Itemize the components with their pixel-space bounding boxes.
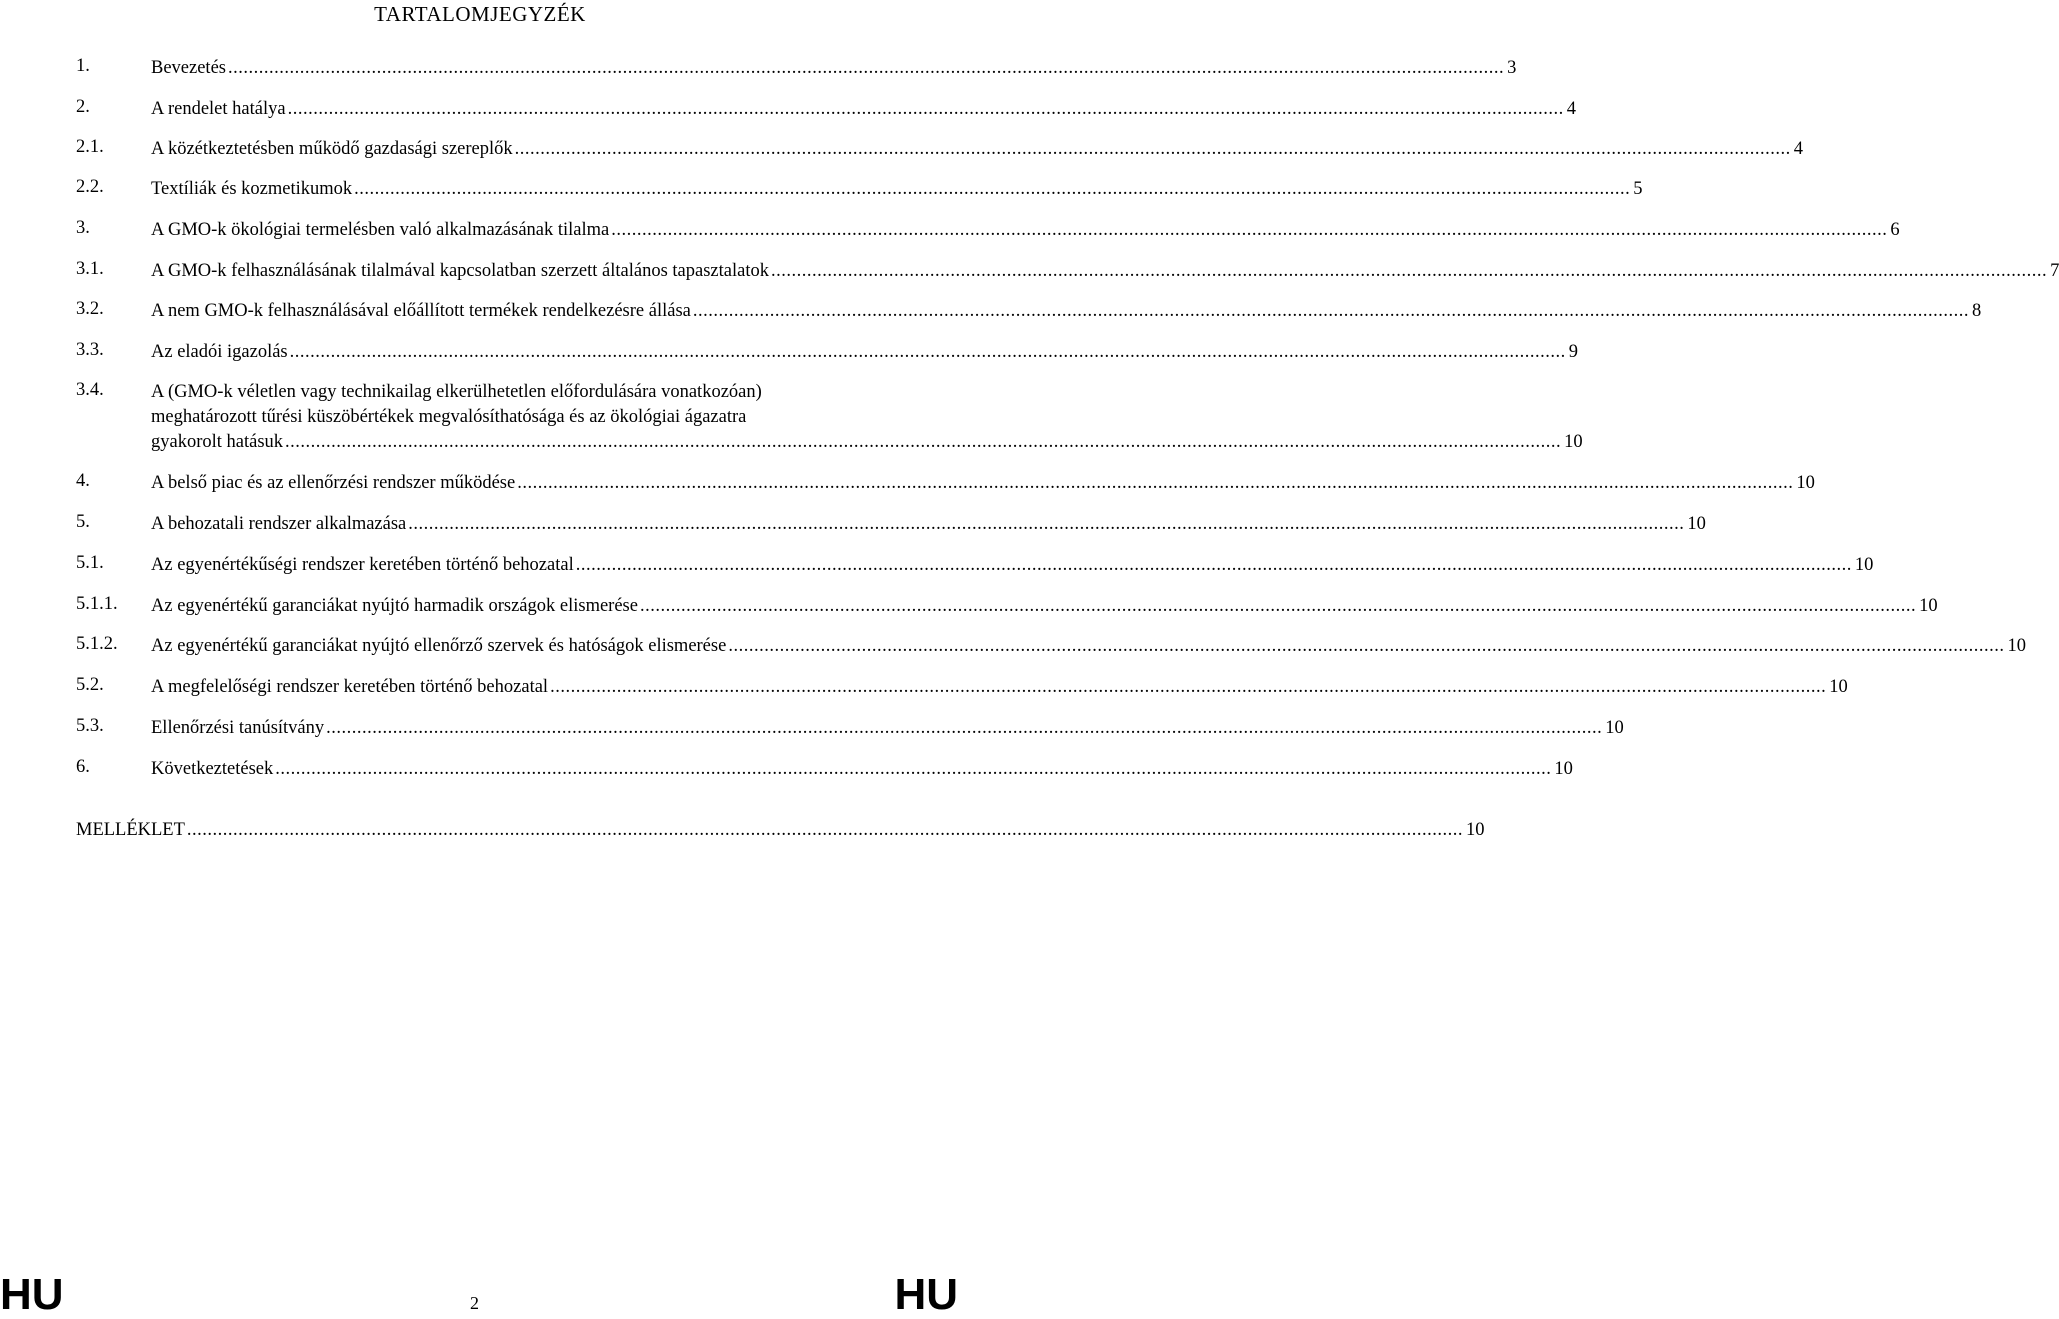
dot-leader: ......................................................................................................................................................................................................................................................... xyxy=(692,301,1969,321)
entry-number: 4. xyxy=(76,471,90,491)
entry-number: 2.2. xyxy=(76,177,104,197)
entry-title: A behozatali rendszer alkalmazása xyxy=(151,514,407,534)
dot-leader: ......................................................................................................................................................................................................................................................... xyxy=(514,139,1791,159)
entry-number: 5.1. xyxy=(76,553,104,573)
entry-page: 8 xyxy=(1972,301,1982,321)
dot-leader: ......................................................................................................................................................................................................................................................... xyxy=(639,596,1917,616)
entry-number: 3. xyxy=(76,218,90,238)
entry-title: gyakorolt hatásuk xyxy=(151,432,284,452)
dot-leader: ......................................................................................................................................................................................................................................................... xyxy=(228,58,1505,78)
footer-language-right: HU xyxy=(894,1270,958,1319)
dot-leader: ......................................................................................................................................................................................................................................................... xyxy=(550,677,1827,697)
entry-page: 10 xyxy=(1796,473,1815,493)
entry-title: Az egyenértékűségi rendszer keretében történő behozatal xyxy=(151,555,574,575)
dot-leader: ......................................................................................................................................................................................................................................................... xyxy=(408,514,1685,534)
entry-title: Bevezetés xyxy=(151,58,226,78)
dot-leader: ......................................................................................................................................................................................................................................................... xyxy=(289,342,1566,362)
annex-title: MELLÉKLET xyxy=(76,820,185,840)
dot-leader: ......................................................................................................................................................................................................................................................... xyxy=(728,636,2005,656)
entry-page: 4 xyxy=(1566,99,1576,119)
entry-number: 3.4. xyxy=(76,380,104,400)
entry-title: A közétkeztetésben működő gazdasági szereplők xyxy=(151,139,513,159)
entry-number: 3.1. xyxy=(76,259,104,279)
entry-page: 10 xyxy=(1564,432,1583,452)
entry-title: Következtetések xyxy=(151,759,274,779)
entry-title: A nem GMO-k felhasználásával előállított termékek rendelkezésre állása xyxy=(151,301,691,321)
entry-number: 5.3. xyxy=(76,716,104,736)
entry-title: Ellenőrzési tanúsítvány xyxy=(151,718,325,738)
toc-entry-annex[interactable] xyxy=(76,818,1485,843)
entry-page: 9 xyxy=(1568,342,1579,362)
dot-leader: ......................................................................................................................................................................................................................................................... xyxy=(354,179,1631,199)
entry-number: 5.1.1. xyxy=(76,594,118,614)
dot-leader: ......................................................................................................................................................................................................................................................... xyxy=(275,759,1552,779)
entry-title: Az egyenértékű garanciákat nyújtó harmadik országok elismerése xyxy=(151,596,638,616)
entry-title-line: meghatározott tűrési küszöbértékek megvalósíthatósága és az ökológiai ágazatra xyxy=(151,407,747,427)
entry-title: Textíliák és kozmetikumok xyxy=(151,179,353,199)
entry-page: 10 xyxy=(1829,677,1848,697)
entry-page: 10 xyxy=(1605,718,1624,738)
entry-title: A megfelelőségi rendszer keretében történő behozatal xyxy=(151,677,549,697)
dot-leader: ......................................................................................................................................................................................................................................................... xyxy=(186,820,1464,840)
entry-number: 3.3. xyxy=(76,340,104,360)
entry-number: 5.2. xyxy=(76,675,104,695)
entry-page: 10 xyxy=(1854,555,1874,575)
dot-leader: ......................................................................................................................................................................................................................................................... xyxy=(575,555,1852,575)
page-number: 2 xyxy=(470,1293,479,1313)
entry-page: 10 xyxy=(1687,514,1706,534)
entry-title: A rendelet hatálya xyxy=(151,99,286,119)
entry-number: 2.1. xyxy=(76,137,104,157)
toc-title: TARTALOMJEGYZÉK xyxy=(374,2,586,26)
entry-number: 2. xyxy=(76,97,90,117)
entry-number: 5.1.2. xyxy=(76,634,118,654)
entry-page: 10 xyxy=(1919,596,1938,616)
dot-leader: ......................................................................................................................................................................................................................................................... xyxy=(611,220,1888,240)
entry-title: A belső piac és az ellenőrzési rendszer működése xyxy=(151,473,516,493)
entry-page: 7 xyxy=(2050,261,2059,281)
entry-number: 5. xyxy=(76,512,90,532)
dot-leader: ......................................................................................................................................................................................................................................................... xyxy=(326,718,1603,738)
entry-title: A GMO-k felhasználásának tilalmával kapcsolatban szerzett általános tapasztalatok xyxy=(151,261,769,281)
entry-title-line: A (GMO-k véletlen vagy technikailag elkerülhetetlen előfordulására vonatkozóan) xyxy=(151,382,762,402)
entry-title: A GMO-k ökológiai termelésben való alkalmazásának tilalma xyxy=(151,220,610,240)
dot-leader: ......................................................................................................................................................................................................................................................... xyxy=(285,432,1562,452)
entry-page: 10 xyxy=(1554,759,1573,779)
dot-leader: ......................................................................................................................................................................................................................................................... xyxy=(770,261,2048,281)
entry-number: 6. xyxy=(76,757,90,777)
dot-leader: ......................................................................................................................................................................................................................................................... xyxy=(287,99,1564,119)
dot-leader: ......................................................................................................................................................................................................................................................... xyxy=(517,473,1794,493)
entry-page: 6 xyxy=(1890,220,1900,240)
entry-page: 4 xyxy=(1793,139,1804,159)
entry-number: 1. xyxy=(76,56,90,76)
entry-page: 5 xyxy=(1633,179,1643,199)
entry-title: Az eladói igazolás xyxy=(151,342,288,362)
entry-page: 10 xyxy=(2007,636,2026,656)
entry-page: 3 xyxy=(1507,58,1517,78)
entry-title: Az egyenértékű garanciákat nyújtó ellenőrző szervek és hatóságok elismerése xyxy=(151,636,727,656)
entry-number: 3.2. xyxy=(76,299,104,319)
footer-language-left: HU xyxy=(0,1270,64,1319)
annex-page: 10 xyxy=(1466,820,1485,840)
